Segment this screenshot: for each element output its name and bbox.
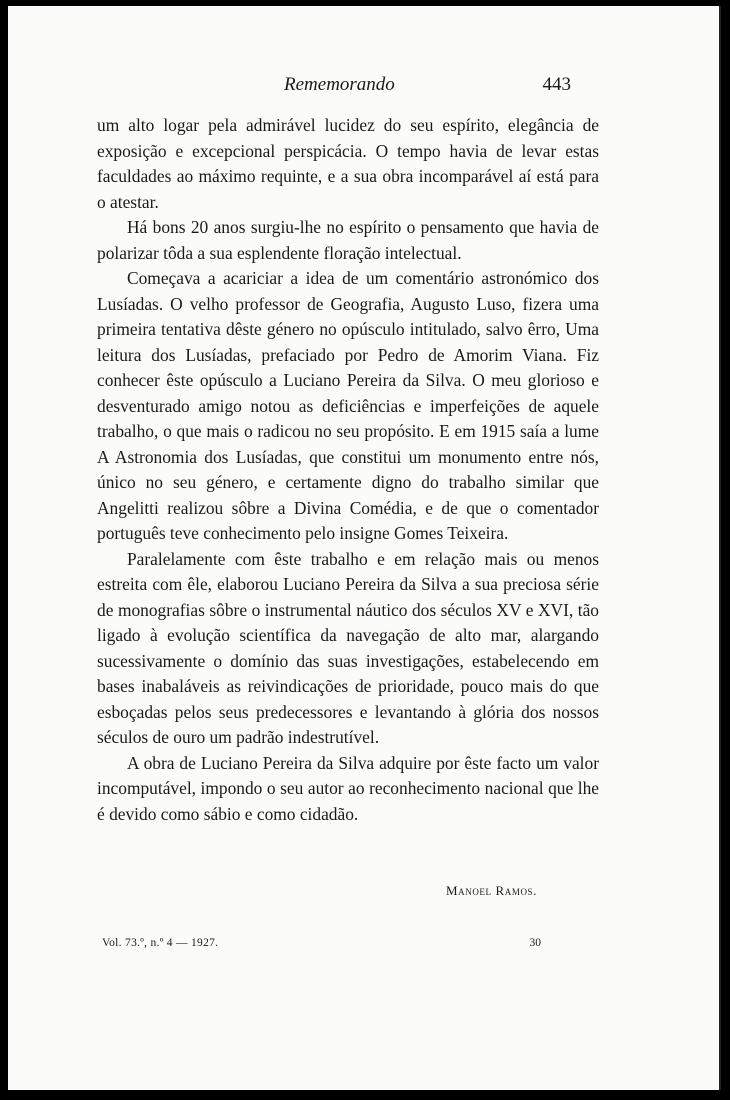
page-footer bbox=[8, 937, 721, 957]
author-signature: Manoel Ramos. bbox=[445, 883, 537, 898]
page-edge bbox=[719, 6, 721, 1090]
paragraph: Há bons 20 anos surgiu-lhe no espírito o pensamento que havia de polarizar tôda a sua esplendente floração intelectual. bbox=[97, 217, 599, 263]
page-header bbox=[8, 74, 721, 100]
document-page bbox=[8, 6, 721, 1090]
paragraph: Começava a acariciar a idea de um comentário astronómico dos Lusíadas. O velho professor de Geografia, Augusto Luso, fizera uma primeira tentativa dêste género no opúsculo intitulado, salvo êrro, Uma leitura dos Lusíadas, prefaciado por Pedro de Amorim Viana. Fiz conhecer êste opúsculo a Luciano Pereira da Silva. O meu glorioso e desventurado amigo notou as deficiências e imperfeições de aquele trabalho, o que mais o radicou no seu propósito. E em 1915 saía a lume A Astronomia dos Lusíadas, que constitui um monumento entre nós, único no seu género, e certamente digno do trabalho similar que Angelitti realizou sôbre a Divina Comédia, e de que o comentador português teve conhecimento pelo insigne Gomes Teixeira. bbox=[97, 268, 599, 543]
sheet-number: 30 bbox=[529, 937, 541, 949]
paragraph: Paralelamente com êste trabalho e em relação mais ou menos estreita com êle, elaborou Luciano Pereira da Silva a sua preciosa série de monografias sôbre o instrumental náutico dos séculos XV e XVI, tão ligado à evolução scientífica da navegação de alto mar, alargando sucessivamente o domínio das suas investigações, estabelecendo em bases inabaláveis as reivindicações de prioridade, pouco mais do que esboçadas pelos seus predecessores e levantando à glória dos nossos séculos de ouro um padrão indestrutível. bbox=[97, 548, 599, 747]
article-body bbox=[97, 113, 599, 827]
volume-info: Vol. 73.º, n.º 4 — 1927. bbox=[102, 937, 219, 949]
running-title: Rememorando bbox=[284, 74, 395, 95]
paragraph: um alto logar pela admirável lucidez do seu espírito, elegância de exposição e excepcional perspicácia. O tempo havia de levar estas faculdades ao máximo requinte, e a sua obra incomparável aí está para o atestar. bbox=[97, 115, 599, 212]
paragraph: A obra de Luciano Pereira da Silva adquire por êste facto um valor incomputável, impondo o seu autor ao reconhecimento nacional que lhe é devido como sábio e como cidadão. bbox=[97, 752, 599, 824]
page-number: 443 bbox=[542, 74, 571, 95]
